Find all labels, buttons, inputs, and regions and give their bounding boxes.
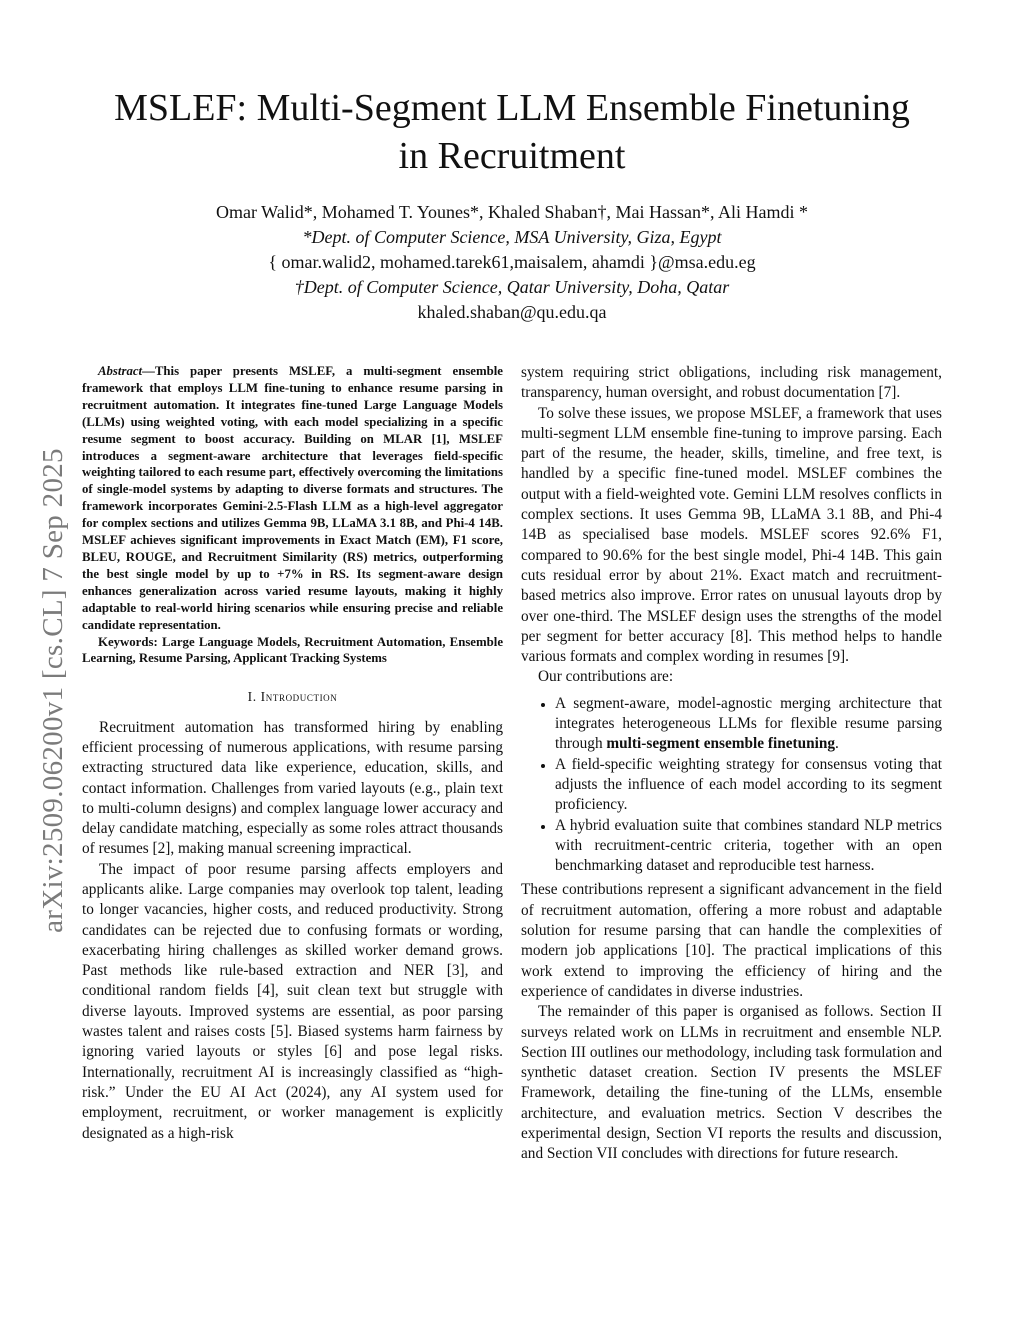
- intro-paragraph-2: The impact of poor resume parsing affects employers and applicants alike. Large companies may overlook top talent, leading to longer vacancies, higher costs, and reduced productivity. Strong candidates can be rejected due to confusing formats or wording, exacerbating hiring challenges as skilled worker demand grows. Past methods like rule-based extraction and NER [3], and conditional random fields [4], suit clean text but struggle with diverse layouts. Improved systems are essential, as poor parsing wastes talent and raises costs [5]. Biased systems harm fairness by ignoring varied layouts or styles [6] and pose legal risks. Internationally, recruitment AI is increasingly classified as “high-risk.” Under the EU AI Act (2024), any AI system used for employment, recruitment, or worker management is explicitly designated as a high-risk: [82, 860, 503, 1142]
- abstract: [82, 363, 503, 634]
- keywords: Keywords: Large Language Models, Recruitment Automation, Ensemble Learning, Resume Parsing, Applicant Tracking Systems: [82, 634, 503, 666]
- author-names: Omar Walid*, Mohamed T. Younes*, Khaled Shaban†, Mai Hassan*, Ali Hamdi *: [216, 202, 808, 222]
- author-block: [60, 200, 964, 325]
- paper-title: [60, 84, 964, 180]
- abstract-lead: Abstract—: [98, 364, 155, 378]
- intro-paragraph-3: system requiring strict obligations, including risk management, transparency, human oversight, and robust documentation [7].: [521, 364, 942, 402]
- abstract-text: This paper presents MSLEF, a multi-segment ensemble framework that employs LLM fine-tuning to enhance resume parsing in recruitment automation. It integrates fine-tuned Large Language Models (LLMs) using weighted voting, with each model specializing in a specific resume segment to boost accuracy. Building on MLAR [1], MSLEF introduces a segment-aware architecture that leverages field-specific weighting tailored to each resume part, effectively overcoming the limitations of single-model systems by adapting to diverse formats and structures. The framework incorporates Gemini-2.5-Flash LLM as a high-level aggregator for complex sections and utilizes Gemma 9B, LLaMA 3.1 8B, and Phi-4 14B. MSLEF achieves significant improvements in Exact Match (EM), F1 score, BLEU, ROUGE, and Recruitment Similarity (RS) metrics, outperforming the best single model by up to +7% in RS. Its segment-aware design enhances generalization across varied resume layouts, making it highly adaptable to real-world hiring scenarios while ensuring precise and reliable candidate representation.: [82, 364, 503, 632]
- email-msa: { omar.walid2, mohamed.tarek61,maisalem, ahamdi }@msa.edu.eg: [268, 252, 756, 272]
- intro-paragraph-5: These contributions represent a significant advancement in the field of recruitment automation, offering a more robust and adaptable solution for resume parsing that can handle the complexities of modern job applications [10]. The practical implications of this work extend to improving the efficiency of hiring and the experience of candidates in diverse industries.: [521, 881, 942, 1000]
- section-heading-introduction: I. Introduction: [247, 689, 338, 705]
- contribution-item: • A field-specific weighting strategy for consensus voting that adjusts the influence of each model according to its segment proficiency.: [555, 755, 942, 816]
- intro-paragraph-4: To solve these issues, we propose MSLEF, a framework that uses multi-segment LLM ensemble fine-tuning to improve parsing. Each part of the resume, the header, skills, timeline, and free text, is handled by a specific fine-tuned model. MSLEF combines the output with a field-weighted vote. Gemini LLM resolves conflicts in complex sections. It uses Gemma 9B, LLaMA 3.1 8B, and Phi-4 14B as specialised base models. MSLEF scores 92.6% F1, compared to 90.6% for the best single model, Phi-4 14B. This gain cuts residual error by about 21%. Exact match and recruitment-based metrics also improve. Error rates on unusual layouts drop by over one-third. The MSLEF design uses the strengths of the model per segment for better accuracy [8]. This method helps to handle various formats and complex wording in resumes [9].: [521, 404, 942, 666]
- contribution-1-end: .: [835, 735, 839, 753]
- contribution-1-text: A segment-aware, model-agnostic merging architecture that integrates heterogeneous LLMs for flexible resume parsing through: [555, 694, 942, 753]
- arxiv-identifier: [34, 380, 72, 1000]
- contribution-item: [555, 694, 942, 755]
- intro-paragraph-6: The remainder of this paper is organised as follows. Section II surveys related work on LLMs in recruitment and ensemble NLP. Section III outlines our methodology, including task formulation and synthetic dataset creation. Section IV presents the MSLEF Framework, detailing the fine-tuning of the LLMs, ensemble architecture, and evaluation metrics. Section V describes the experimental design, Section VI reports the results and discussion, and Section VII concludes with directions for future research.: [521, 1003, 942, 1163]
- contribution-item: • A hybrid evaluation suite that combines standard NLP metrics with recruitment-centric criteria, together with an open benchmarking dataset and reproducible test harness.: [555, 816, 942, 877]
- right-column: [521, 363, 942, 1165]
- affiliation-qatar: †Dept. of Computer Science, Qatar University, Doha, Qatar: [294, 277, 730, 297]
- contribution-1-bold: multi-segment ensemble finetuning: [606, 735, 836, 753]
- contributions-list: [521, 694, 942, 877]
- email-qatar: khaled.shaban@qu.edu.qa: [417, 302, 607, 322]
- contributions-intro: Our contributions are:: [538, 668, 674, 686]
- affiliation-msa: *Dept. of Computer Science, MSA University, Giza, Egypt: [302, 227, 722, 247]
- intro-paragraph-1: Recruitment automation has transformed hiring by enabling efficient processing of numerous applications, with resume parsing extracting structured data like experience, education, skills, and contact information. Challenges from varied layouts (e.g., plain text to multi-column designs) and complex language lower accuracy and delay candidate matching, especially as some roles attract thousands of resumes [2], making manual screening impractical.: [82, 718, 503, 858]
- paper-title-line1: MSLEF: Multi-Segment LLM Ensemble Finetuning: [114, 87, 910, 129]
- left-column: [82, 363, 503, 1144]
- paper-title-line2: in Recruitment: [398, 135, 626, 177]
- arxiv-identifier-text: arXiv:2509.06200v1 [cs.CL] 7 Sep 2025: [36, 447, 69, 933]
